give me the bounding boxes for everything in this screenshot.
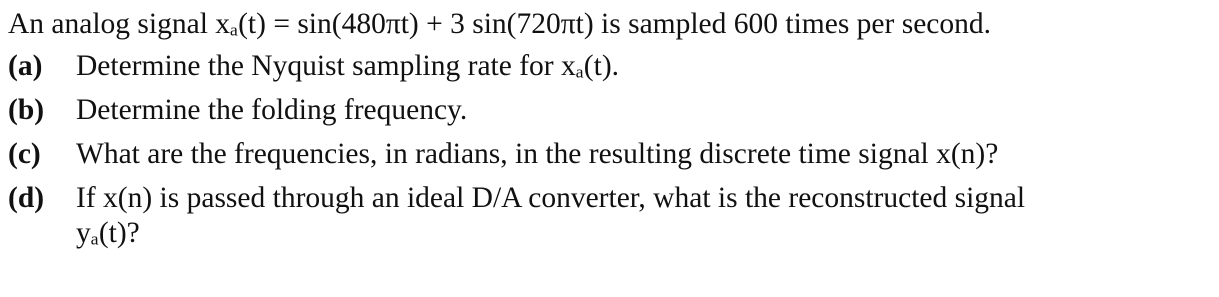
part-a-text: Determine the Nyquist sampling rate for xₐ(t). (76, 50, 620, 82)
part-d-label: (d) (8, 182, 45, 214)
part-b-label: (b) (8, 94, 45, 126)
part-b-text: Determine the folding frequency. (76, 94, 468, 126)
part-d-text: If x(n) is passed through an ideal D/A converter, what is the reconstructed signal (76, 182, 1026, 214)
part-c (8, 132, 1211, 176)
part-a-label: (a) (8, 50, 43, 82)
part-a (8, 44, 1211, 88)
problem-intro: An analog signal xₐ(t) = sin(480πt) + 3 sin(720πt) is sampled 600 times per second. (8, 8, 992, 40)
part-b (8, 88, 1211, 132)
part-c-label: (c) (8, 138, 41, 170)
part-d-continuation: yₐ(t)? (76, 217, 140, 249)
part-c-text: What are the frequencies, in radians, in the resulting discrete time signal x(n)? (76, 138, 999, 170)
part-d (8, 176, 1211, 220)
